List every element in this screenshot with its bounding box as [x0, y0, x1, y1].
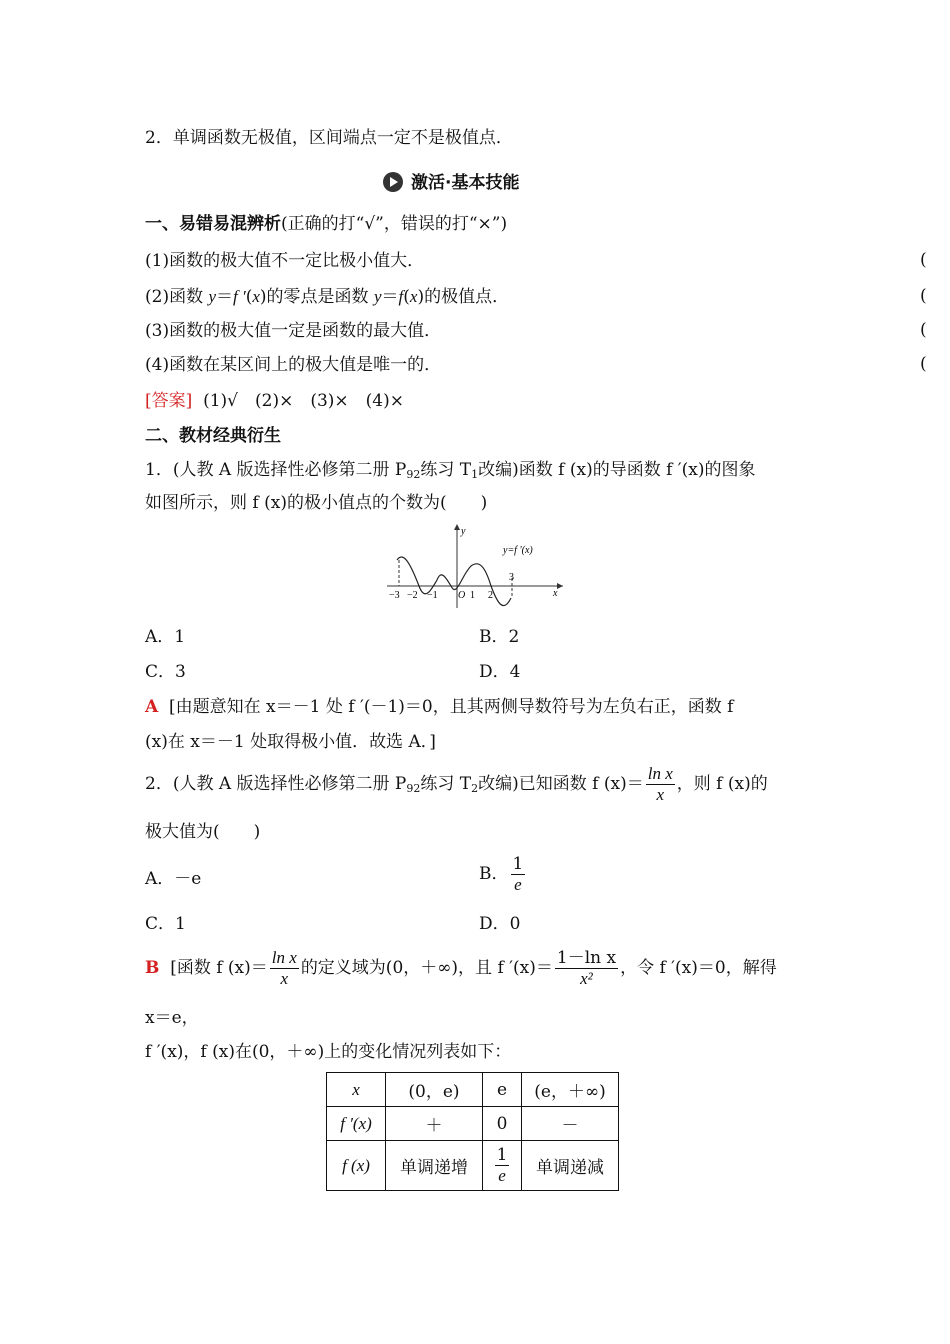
t: 1 — [471, 468, 479, 481]
q1-ans-letter: A — [145, 697, 159, 717]
t: )的极值点． — [417, 287, 510, 307]
table-row — [327, 1141, 619, 1191]
table-row — [327, 1107, 619, 1141]
tick-label: 1 — [470, 590, 475, 601]
t: B． — [479, 864, 509, 884]
q2-opt-b — [479, 854, 527, 895]
table-cell: (e，＋∞) — [522, 1073, 619, 1107]
table-cell: e — [483, 1073, 522, 1107]
graph-label: y=f ′(x) — [503, 545, 533, 556]
item-4: (4)函数在某区间上的极大值是唯一的． — [145, 355, 442, 375]
t: f — [398, 287, 404, 306]
frac-lnx-x — [646, 764, 675, 805]
t: 练习 T — [420, 774, 472, 794]
t: 92 — [406, 782, 421, 795]
t: ，令 f ′(x)＝0，解得 — [620, 958, 777, 978]
sec1-title-bold: 一、易错易混辨析 — [145, 214, 281, 234]
t: 改编)已知函数 f (x)＝ — [478, 774, 644, 794]
frac-1-e — [511, 854, 526, 895]
t: 1－ln x — [556, 948, 617, 968]
t: (2)函数 — [145, 287, 209, 307]
t: 2 — [471, 782, 479, 795]
axis-x-label: x — [553, 588, 558, 599]
q2-line2: 极大值为( ) — [145, 822, 261, 842]
answer-label: [答案] — [145, 391, 193, 411]
t: ( — [245, 287, 253, 307]
q1-opt-a: A．1 — [145, 627, 186, 647]
item-1: (1)函数的极大值不一定比极小值大． — [145, 251, 425, 271]
q2-opt-a: A．－e — [145, 869, 202, 889]
q2-answer-line1 — [145, 948, 777, 989]
paren-4: ( — [920, 354, 927, 374]
tick-label: −3 — [389, 590, 400, 601]
play-icon — [383, 172, 403, 192]
axis-y-label: y — [461, 526, 466, 537]
x-axis-arrow — [557, 583, 563, 589]
frac-1-e-table — [495, 1145, 510, 1186]
q2-opt-d: D．0 — [479, 914, 521, 934]
t: ＝ — [381, 287, 399, 307]
t: ，则 f (x)的 — [676, 774, 768, 794]
q2-answer-line3: f ′(x)，f (x)在(0，＋∞)上的变化情况列表如下： — [145, 1042, 512, 1062]
sec1-title — [145, 212, 507, 236]
q2-opt-c: C．1 — [145, 914, 186, 934]
t: )的零点是函数 — [259, 287, 374, 307]
table-cell: f ′(x) — [327, 1107, 386, 1141]
q1-answer-line1 — [145, 695, 733, 719]
q1-ans-text: [由题意知在 x＝－1 处 f ′(－1)＝0，且其两侧导数符号为左负右正，函数 f — [169, 697, 734, 717]
t: 1．(人教 A 版选择性必修第二册 P — [145, 460, 407, 480]
answer-text: (1)√ (2)× (3)× (4)× — [203, 391, 404, 411]
t: x — [656, 785, 664, 804]
table-cell: x — [327, 1073, 386, 1107]
t: x² — [580, 969, 593, 988]
frac-lnx-x-2 — [270, 948, 299, 989]
paren-1: ( — [920, 250, 927, 270]
table-row — [327, 1073, 619, 1107]
t: 练习 T — [420, 460, 472, 480]
q2-line1 — [145, 764, 768, 809]
tick-label: −2 — [407, 590, 418, 601]
y-axis-arrow — [454, 524, 460, 530]
paren-3: ( — [920, 320, 927, 340]
t: f ′ — [233, 287, 246, 306]
tick-label: 3 — [509, 572, 514, 583]
table-cell: ＋ — [386, 1107, 483, 1141]
t: x — [280, 969, 289, 988]
intro-note: 2．单调函数无极值，区间端点一定不是极值点． — [145, 128, 513, 148]
table-cell: (0，e) — [386, 1073, 483, 1107]
sec1-title-rest: (正确的打“√”，错误的打“×”) — [281, 214, 508, 234]
q1-line1 — [145, 458, 756, 487]
table-cell: － — [522, 1107, 619, 1141]
q1-opt-b: B．2 — [479, 627, 520, 647]
table-cell: 单调递增 — [386, 1141, 483, 1191]
t: ( — [403, 287, 410, 307]
table-cell — [483, 1141, 522, 1191]
derivative-graph — [385, 520, 565, 610]
t: y — [373, 287, 382, 306]
variation-table — [326, 1072, 619, 1191]
q2-ans-letter: B — [145, 958, 160, 978]
q1-line2: 如图所示，则 f (x)的极小值点的个数为( ) — [145, 493, 488, 513]
q1-opt-c: C．3 — [145, 662, 186, 682]
t: ln x — [271, 948, 297, 967]
t: e — [514, 875, 522, 894]
t: 1 — [496, 1145, 508, 1165]
t: 改编)函数 f (x)的导函数 f ′(x)的图象 — [478, 460, 756, 480]
item-3: (3)函数的极大值一定是函数的最大值． — [145, 321, 442, 341]
tick-label: O — [458, 590, 466, 601]
paren-2: ( — [920, 286, 927, 306]
banner-text: 激活·基本技能 — [411, 173, 520, 193]
sec2-title: 二、教材经典衍生 — [145, 426, 281, 446]
table-cell: f (x) — [327, 1141, 386, 1191]
section-banner — [383, 168, 519, 193]
t: 2．(人教 A 版选择性必修第二册 P — [145, 774, 407, 794]
answer-line — [145, 389, 404, 413]
item-2 — [145, 285, 509, 309]
table-cell: 单调递减 — [522, 1141, 619, 1191]
t: 92 — [406, 468, 421, 481]
t: ln x — [647, 764, 673, 783]
q1-opt-d: D．4 — [479, 662, 521, 682]
t: e — [498, 1166, 506, 1185]
tick-label: −1 — [427, 590, 438, 601]
q1-answer-line2: (x)在 x＝－1 处取得极小值．故选 A．] — [145, 732, 436, 752]
t: x — [409, 287, 418, 306]
t: 1 — [512, 854, 524, 874]
tick-label: 2 — [488, 590, 493, 601]
frac-derivative — [555, 948, 618, 989]
table-cell: 0 — [483, 1107, 522, 1141]
t: ＝ — [216, 287, 234, 307]
t: [函数 f (x)＝ — [170, 958, 268, 978]
t: x — [252, 287, 260, 306]
t: y — [208, 287, 217, 306]
q2-answer-line2: x＝e， — [145, 1008, 199, 1028]
t: 的定义域为(0，＋∞)，且 f ′(x)＝ — [300, 958, 553, 978]
